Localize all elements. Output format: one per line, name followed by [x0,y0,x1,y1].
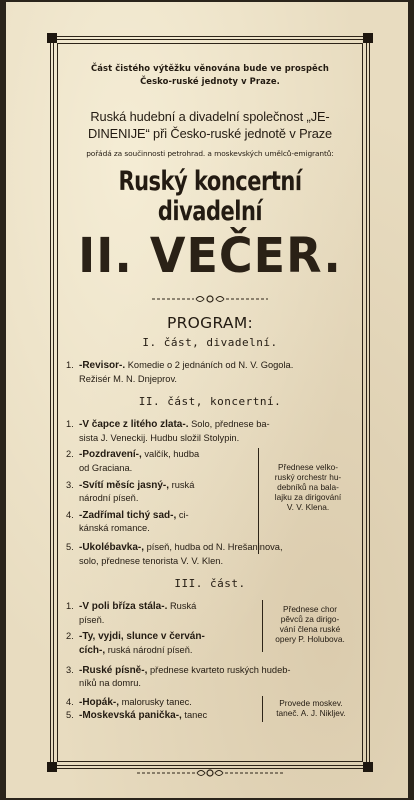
item-title: cích-, [79,644,106,656]
item-text: Komedie o 2 jednáních od N. V. Gogola. [125,360,294,370]
item-number: 4. [66,509,74,520]
note-line: Provede moskev. [279,697,343,708]
note-line: V. V. Klena. [286,502,330,513]
item-text: Režisér M. N. Dnjeprov. [79,373,177,384]
item-text: níků na domru. [79,678,142,689]
item-number: 5. [66,710,74,721]
brace-line [262,696,263,722]
frame-corner [47,33,57,43]
part3-group [66,600,345,657]
item-title: -Ty, vyjdi, slunce v červán- [79,631,205,643]
note-line: ruský orchestr hu- [274,472,342,483]
item-title: -Zadřímal tichý sad-, [79,509,177,521]
intro-line: Ruská hudební a divadelní společnost „JE- [90,109,330,124]
item-title: -Revisor-. [79,360,126,371]
part2-list [66,418,354,567]
poster-content [66,62,354,723]
item-text: Solo, přednese ba- [188,419,270,430]
item-number: 4. [66,696,74,707]
program-item [66,709,261,723]
program-item [66,630,261,657]
item-number: 1. [66,360,74,370]
item-title: -Svítí měsíc jasný-, [79,479,170,491]
note-line: opery P. Holubova. [275,634,345,645]
item-title: -Hopák-, [79,696,119,708]
program-item [66,600,261,626]
item-text: píseň. [79,614,105,625]
item-number: 1. [66,601,74,612]
choir-note [265,604,355,644]
program-item [66,696,261,710]
part3-dance-group [66,696,346,723]
item-text: přednese kvarteto ruských hudeb- [147,664,291,675]
orchestra-note [262,462,354,512]
item-text: národní píseň. [79,493,139,504]
item-text: sista J. Veneckij. Hudbu složil Stolypin. [79,432,240,443]
part-heading: II. část, koncertní. [138,395,282,409]
note-line: debníků na bala- [277,482,339,493]
dedication [66,62,354,88]
ornament-divider [66,292,354,306]
frame-corner [363,762,373,772]
poster-sheet [6,2,408,798]
program-heading: PROGRAM: [166,314,254,332]
part-heading: III. část. [174,577,246,591]
item-text: valčík, hudba [141,449,200,460]
program-item [66,509,251,535]
program-item [66,541,354,567]
item-text: kánská romance. [79,523,150,534]
poster-title: Ruský koncertní divadelní [118,166,302,226]
item-text: od Graciana. [79,462,133,473]
intro-line: DINENIJE“ při Česko-ruské jednotě v Praze [87,126,333,141]
program-item [66,479,251,505]
note-line: taneč. A. J. Nikljev. [276,707,346,718]
item-number: 5. [66,541,74,552]
poster-frame [50,36,370,769]
item-title: -V čapce z litého zlata-. [79,419,189,431]
item-text: ruská [169,479,195,490]
item-number: 1. [66,419,74,430]
note-line: lajku za dirigování [274,492,342,503]
ornament-icon [135,766,285,780]
item-text: Ruská [167,601,197,612]
item-title: -Ruské písně-, [79,664,148,676]
item-text: ci- [176,509,189,520]
program-item [66,448,251,474]
item-title: -Pozdravení-, [79,449,142,461]
program-item [66,359,354,385]
part-heading: I. část, divadelní. [142,336,278,349]
ornament-icon [150,292,270,306]
dedication-line: Česko-ruské jednoty v Praze. [140,76,280,86]
intro [66,108,354,142]
program-item [66,664,354,690]
item-number: 3. [66,664,74,675]
frame-corner [47,762,57,772]
note-line: Přednese chor [283,604,337,615]
item-number: 2. [66,631,74,642]
item-title: -Moskevská panička-, [79,710,182,722]
item-title: -V poli bříza stála-. [79,601,168,613]
part2-group [66,448,342,535]
poster-title-evening: II. VEČER. [78,226,342,284]
program-item [66,418,354,444]
dance-note [265,698,357,718]
dedication-line: Část čistého výtěžku věnována bude ve prospěch [91,63,329,73]
frame-corner [363,33,373,43]
intro-subline: pořádá za součinnosti petrohrad. a moskevských umělců-emigrantů: [86,149,334,158]
item-text: píseň, hudba od N. Hrešaninova, [144,541,283,552]
item-text: ruská národní píseň. [105,644,193,655]
item-text: solo, přednese tenorista V. V. Klen. [79,555,224,566]
note-line: Přednese velko- [278,462,338,473]
note-line: vání člena ruské [279,624,341,635]
item-text: tanec [181,710,208,721]
brace-line [258,448,259,554]
item-number: 2. [66,449,74,460]
item-text: malorusky tanec. [119,696,192,707]
bottom-ornament [66,766,354,780]
item-number: 3. [66,479,74,490]
brace-line [262,600,263,652]
item-title: -Ukolébavka-, [79,541,145,553]
note-line: pěvců za dirigo- [280,614,340,625]
